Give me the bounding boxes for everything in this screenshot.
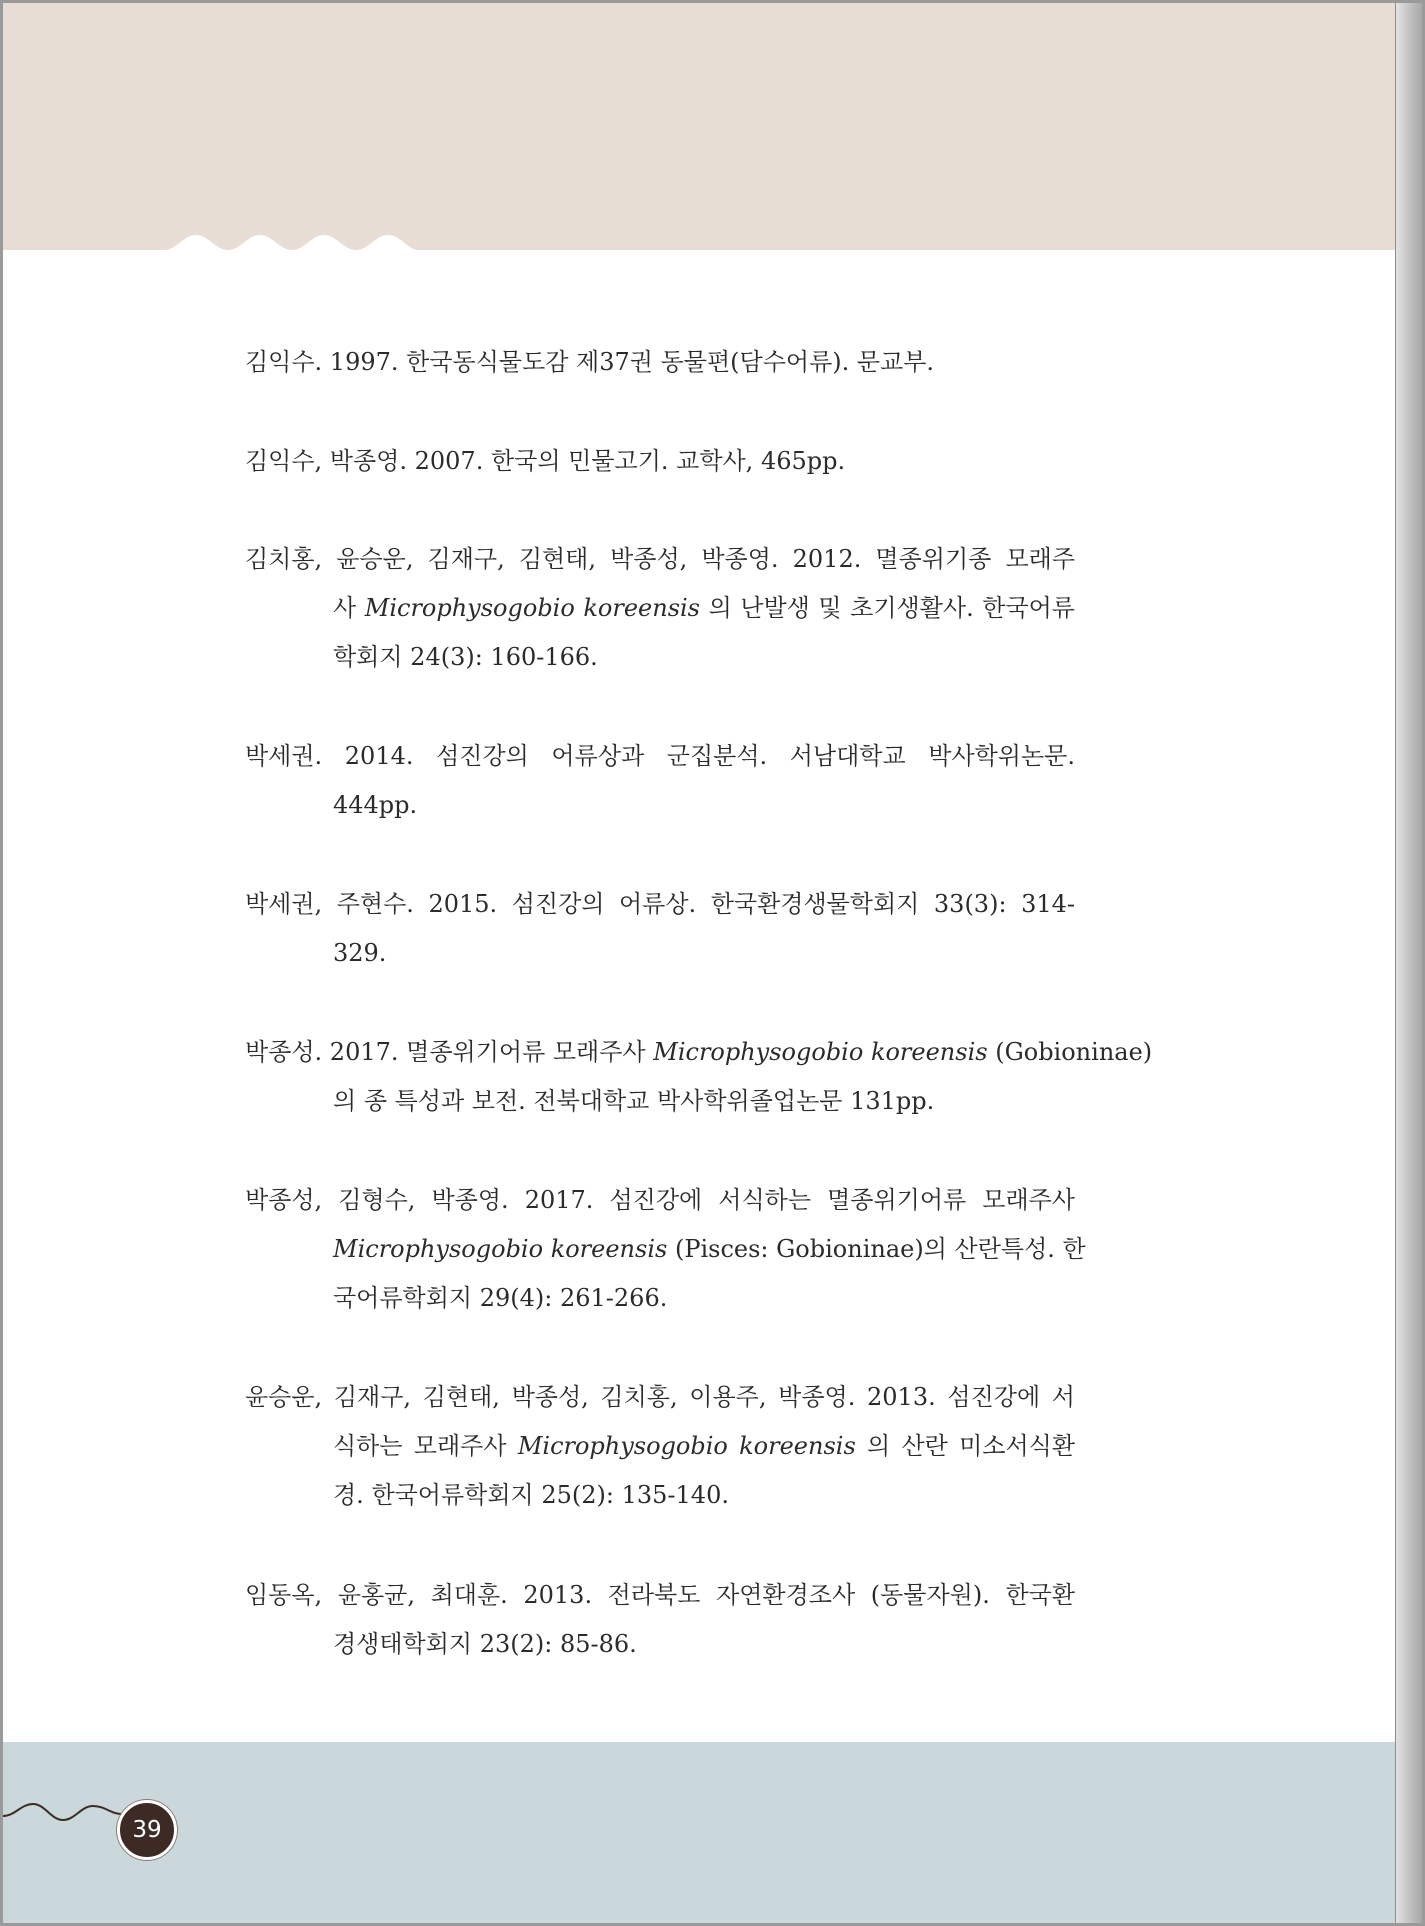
reference-line	[245, 1471, 1075, 1520]
species-name: Microphysogobio koreensis	[517, 1432, 856, 1460]
reference-text: 박세권. 2014. 섬진강의 어류상과 군집분석. 서남대학교 박사학위논문.	[245, 742, 1075, 770]
species-name: Microphysogobio koreensis	[364, 594, 701, 622]
page-number-badge	[117, 1800, 177, 1860]
reference-text: 박세권, 주현수. 2015. 섬진강의 어류상. 한국환경생물학회지 33(3): 314-	[245, 890, 1075, 918]
reference-line	[245, 880, 1075, 929]
species-name: Microphysogobio koreensis	[653, 1038, 988, 1066]
top-banner	[3, 3, 1396, 253]
reference-text: 329.	[333, 939, 387, 967]
reference-text: 444pp.	[333, 791, 418, 819]
reference-line	[245, 1028, 1153, 1077]
top-banner-wave	[3, 3, 1396, 250]
reference-line	[245, 732, 1075, 781]
reference-entry	[245, 1373, 1075, 1520]
reference-text: 박종성, 김형수, 박종영. 2017. 섬진강에 서식하는 멸종위기어류 모래주사	[245, 1186, 1075, 1214]
reference-text: 경. 한국어류학회지 25(2): 135-140.	[333, 1481, 729, 1509]
page-edge	[1395, 0, 1422, 1926]
reference-text: 임동옥, 윤홍균, 최대훈. 2013. 전라북도 자연환경조사 (동물자원). 한국환	[245, 1581, 1075, 1609]
reference-text: 국어류학회지 29(4): 261-266.	[333, 1284, 668, 1312]
reference-entry	[245, 732, 1075, 830]
reference-line	[245, 929, 1075, 978]
reference-entry	[245, 535, 1075, 682]
reference-text: 의 난발생 및 초기생활사. 한국어류	[700, 594, 1075, 622]
reference-line	[245, 1422, 1075, 1471]
reference-text: 사	[333, 594, 365, 622]
reference-text: 김익수. 1997. 한국동식물도감 제37권 동물편(담수어류). 문교부.	[245, 348, 935, 376]
reference-text: 의 산란 미소서식환	[855, 1432, 1076, 1460]
reference-text: 식하는 모래주사	[333, 1432, 518, 1460]
reference-line	[245, 1176, 1075, 1225]
reference-entry	[245, 1571, 1075, 1669]
reference-text: 경생태학회지 23(2): 85-86.	[333, 1630, 637, 1658]
reference-line	[245, 633, 1075, 682]
reference-entry	[245, 1028, 1153, 1126]
reference-text: 박종성. 2017. 멸종위기어류 모래주사	[245, 1038, 654, 1066]
page-number: 39	[132, 1817, 162, 1843]
reference-line	[245, 781, 1075, 830]
reference-text: (Pisces: Gobioninae)의 산란특성. 한	[667, 1235, 1086, 1263]
reference-entry	[245, 338, 1075, 387]
wave-ornament	[3, 1790, 123, 1830]
reference-line	[245, 1077, 1075, 1126]
reference-line	[245, 584, 1075, 633]
reference-entry	[245, 437, 1075, 486]
reference-line	[245, 1274, 1075, 1323]
species-name: Microphysogobio koreensis	[333, 1235, 668, 1263]
reference-line	[245, 1571, 1075, 1620]
reference-entry	[245, 1176, 1086, 1323]
reference-line	[245, 1373, 1075, 1422]
reference-text: 학회지 24(3): 160-166.	[333, 643, 598, 671]
reference-line	[245, 338, 1075, 387]
reference-text: 김치홍, 윤승운, 김재구, 김현태, 박종성, 박종영. 2012. 멸종위기종 모래주	[245, 545, 1075, 573]
reference-text: 의 종 특성과 보전. 전북대학교 박사학위졸업논문 131pp.	[333, 1087, 935, 1115]
bottom-banner	[3, 1742, 1396, 1923]
reference-line	[245, 535, 1075, 584]
reference-text: 김익수, 박종영. 2007. 한국의 민물고기. 교학사, 465pp.	[245, 447, 846, 475]
reference-line	[245, 1225, 1086, 1274]
reference-text: (Gobioninae)	[987, 1038, 1153, 1066]
reference-line	[245, 1620, 1075, 1669]
reference-text: 윤승운, 김재구, 김현태, 박종성, 김치홍, 이용주, 박종영. 2013. 섬진강에 서	[245, 1383, 1075, 1411]
reference-entry	[245, 880, 1075, 978]
reference-line	[245, 437, 1075, 486]
